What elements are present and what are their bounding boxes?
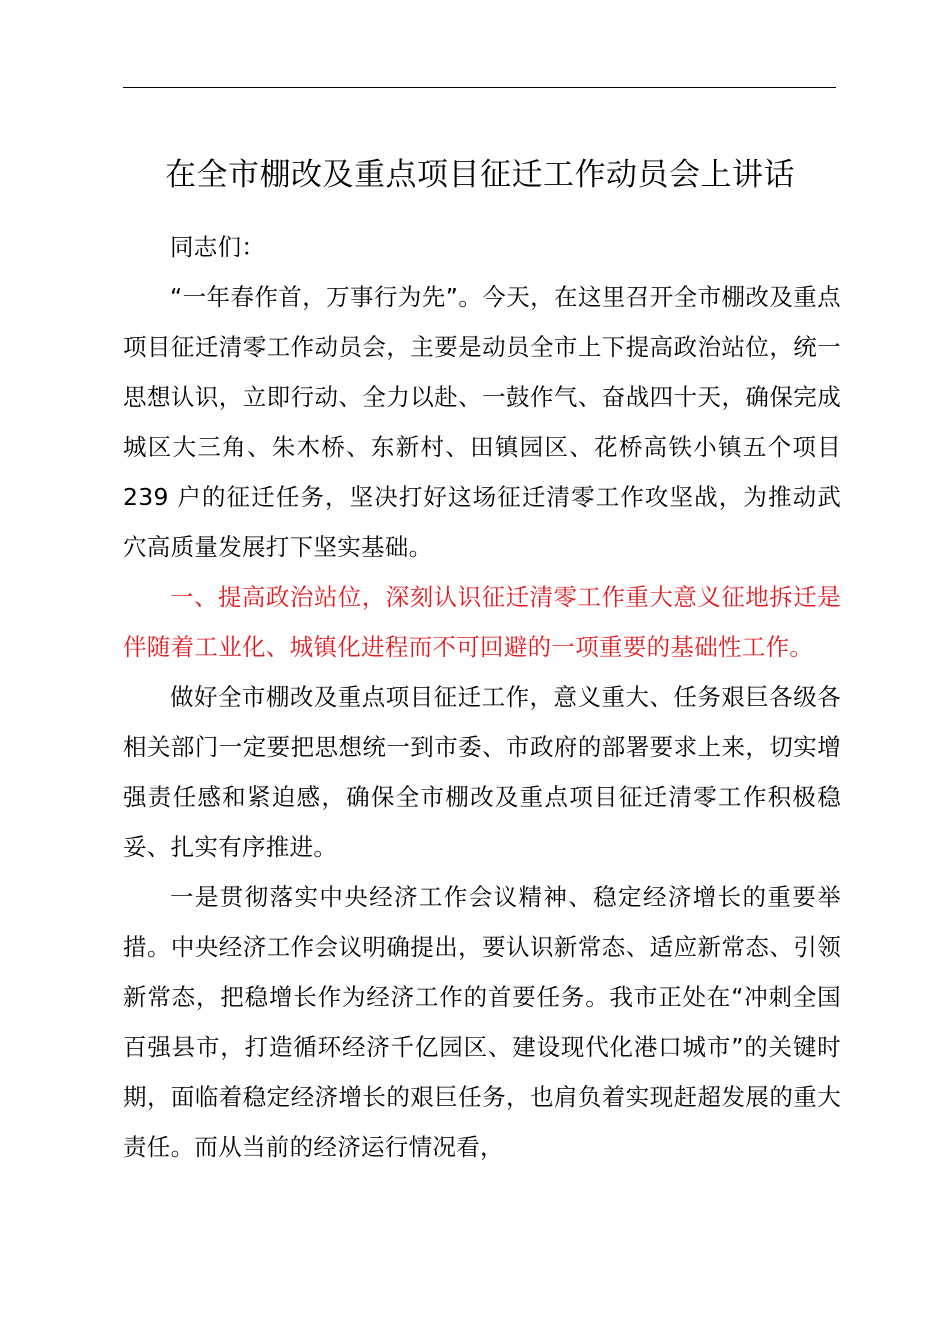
document-body [123, 222, 841, 1172]
paragraph-point-1: 一是贯彻落实中央经济工作会议精神、稳定经济增长的重要举措。中央经济工作会议明确提出，要认识新常态、适应新常态、引领新常态，把稳增长作为经济工作的首要任务。我市正处在“冲刺全国百强县市，打造循环经济千亿园区、建设现代化港口城市”的关键时期，面临着稳定经济增长的艰巨任务，也肩负着实现赶超发展的重大责任。而从当前的经济运行情况看， [123, 883, 841, 1161]
paragraph-intro: “一年春作首，万事行为先”。今天，在这里召开全市棚改及重点项目征迁清零工作动员会，主要是动员全市上下提高政治站位，统一思想认识，立即行动、全力以赴、一鼓作气、奋战四十天，确保完成城区大三角、朱木桥、东新村、田镇园区、花桥高铁小镇五个项目 239 户的征迁任务，坚决打好这场征迁清零工作攻坚战，为推动武穴高质量发展打下坚实基础。 [123, 283, 841, 561]
header-rule [123, 87, 836, 88]
salutation: 同志们： [170, 233, 266, 261]
paragraph-section-1: 做好全市棚改及重点项目征迁工作，意义重大、任务艰巨各级各相关部门一定要把思想统一到市委、市政府的部署要求上来，切实增强责任感和紧迫感，确保全市棚改及重点项目征迁清零工作积极稳妥、扎实有序推进。 [123, 683, 841, 861]
section-heading-1: 一、提高政治站位，深刻认识征迁清零工作重大意义征地拆迁是伴随着工业化、城镇化进程而不可回避的一项重要的基础性工作。 [123, 583, 841, 661]
document-title: 在全市棚改及重点项目征迁工作动员会上讲话 [165, 157, 795, 193]
